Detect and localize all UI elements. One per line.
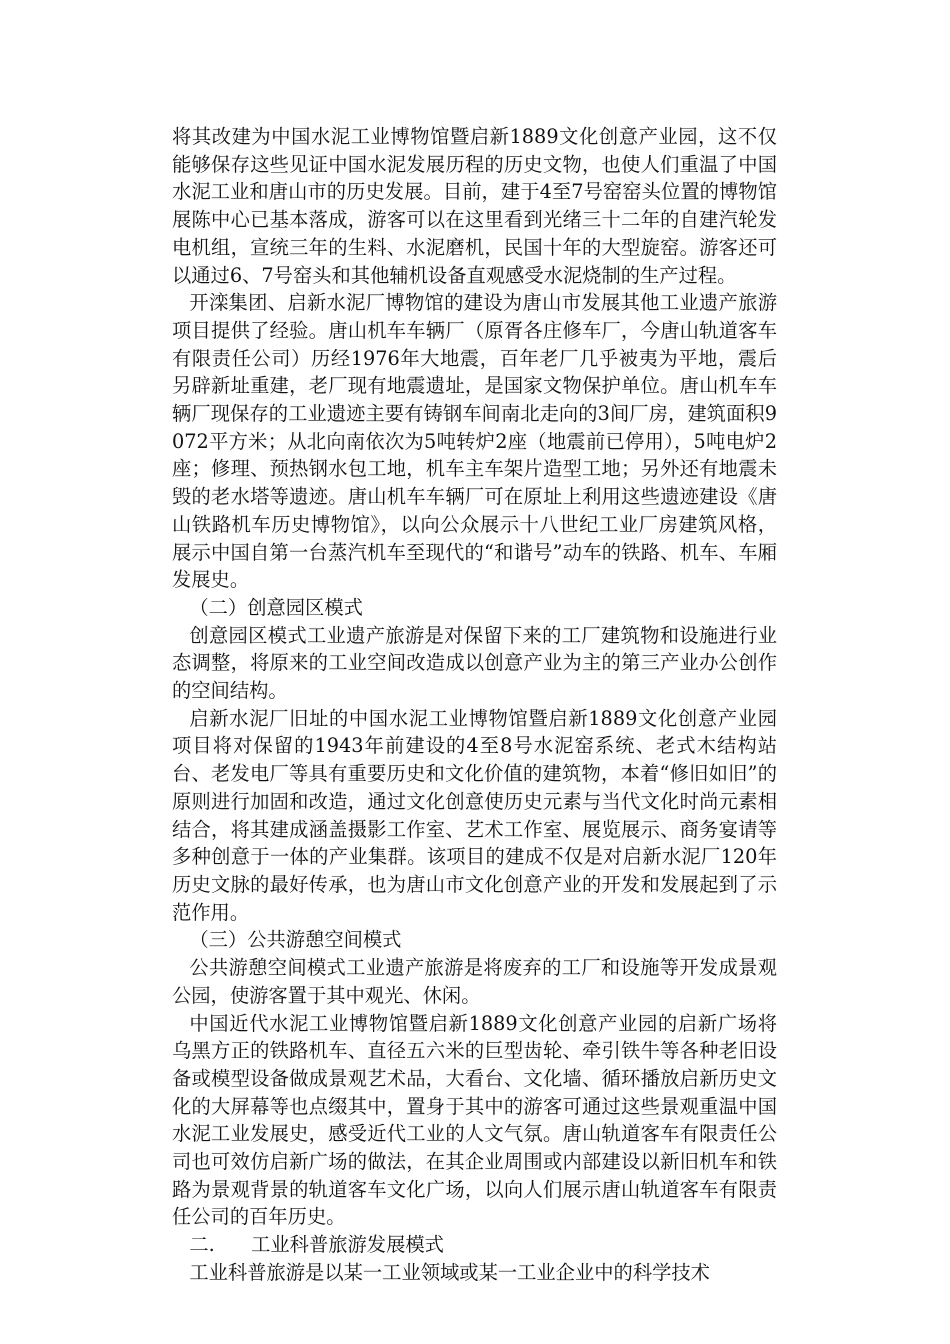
heading-text: 工业科普旅游发展模式 bbox=[251, 1233, 444, 1257]
paragraph-public-recreation-definition: 公共游憩空间模式工业遗产旅游是将废弃的工厂和设施等开发成景观公园，使游客置于其中观光、休闲。 bbox=[172, 956, 777, 1007]
paragraph-tangshan-rolling-stock: 开滦集团、启新水泥厂博物馆的建设为唐山市发展其他工业遗产旅游项目提供了经验。唐山机车车辆厂（原胥各庄修车厂，今唐山轨道客车有限责任公司）历经1976年大地震，百年老厂几乎被夷为平地，震后另辟新址重建，老厂现有地震遗址，是国家文物保护单位。唐山机车车辆厂现保存的工业遗迹主要有铸钢车间南北走向的3间厂房，建筑面积9072平方米；从北向南依次为5吨转炉2座（地震前已停用），5吨电炉2座；修理、预热钢水包工地，机车主车架片造型工地；另外还有地震未毁的老水塔等遗迹。唐山机车车辆厂可在原址上利用这些遗迹建设《唐山铁路机车历史博物馆》，以向公众展示十八世纪工业厂房建筑风格，展示中国自第一台蒸汽机车至现代的“和谐号”动车的铁路、机车、车厢发展史。 bbox=[172, 291, 777, 592]
heading-number: 二. bbox=[189, 1233, 215, 1257]
paragraph-industrial-science-definition: 工业科普旅游是以某一工业领域或某一工业企业中的科学技术 bbox=[189, 1260, 710, 1284]
paragraph-creative-park-definition: 创意园区模式工业遗产旅游是对保留下来的工厂建筑物和设施进行业态调整，将原来的工业空间改造成以创意产业为主的第三产业办公创作的空间结构。 bbox=[172, 623, 777, 703]
heading-public-recreation-model: （三）公共游憩空间模式 bbox=[189, 928, 402, 952]
heading-creative-park-model: （二）创意园区模式 bbox=[189, 595, 363, 619]
paragraph-qixin-creative-park: 启新水泥厂旧址的中国水泥工业博物馆暨启新1889文化创意产业园项目将对保留的1943年前建设的4至8号水泥窑系统、老式木结构站台、老发电厂等具有重要历史和文化价值的建筑物，本着“修旧如旧”的原则进行加固和改造，通过文化创意使历史元素与当代文化时尚元素相结合，将其建成涵盖摄影工作室、艺术工作室、展览展示、商务宴请等多种创意于一体的产业集群。该项目的建成不仅是对启新水泥厂120年历史文脉的最好传承，也为唐山市文化创意产业的开发和发展起到了示范作用。 bbox=[172, 706, 777, 924]
heading-industrial-science-tourism bbox=[172, 1231, 777, 1259]
paragraph-qixin-square: 中国近代水泥工业博物馆暨启新1889文化创意产业园的启新广场将乌黑方正的铁路机车、直径五六米的巨型齿轮、牵引铁牛等各种老旧设备或模型设备做成景观艺术品，大看台、文化墙、循环播放启新历史文化的大屏幕等也点缀其中，置身于其中的游客可通过这些景观重温中国水泥工业发展史，感受近代工业的人文气氛。唐山轨道客车有限责任公司也可效仿启新广场的做法，在其企业周围或内部建设以新旧机车和铁路为景观背景的轨道客车文化广场，以向人们展示唐山轨道客车有限责任公司的百年历史。 bbox=[172, 1011, 777, 1229]
paragraph-museum-conversion: 将其改建为中国水泥工业博物馆暨启新1889文化创意产业园，这不仅能够保存这些见证中国水泥发展历程的历史文物，也使人们重温了中国水泥工业和唐山市的历史发展。目前，建于4至7号窑窑头位置的博物馆展陈中心已基本落成，游客可以在这里看到光绪三十二年的自建汽轮发电机组，宣统三年的生料、水泥磨机，民国十年的大型旋窑。游客还可以通过6、7号窑头和其他辅机设备直观感受水泥烧制的生产过程。 bbox=[172, 125, 777, 287]
body-text bbox=[172, 123, 777, 1287]
